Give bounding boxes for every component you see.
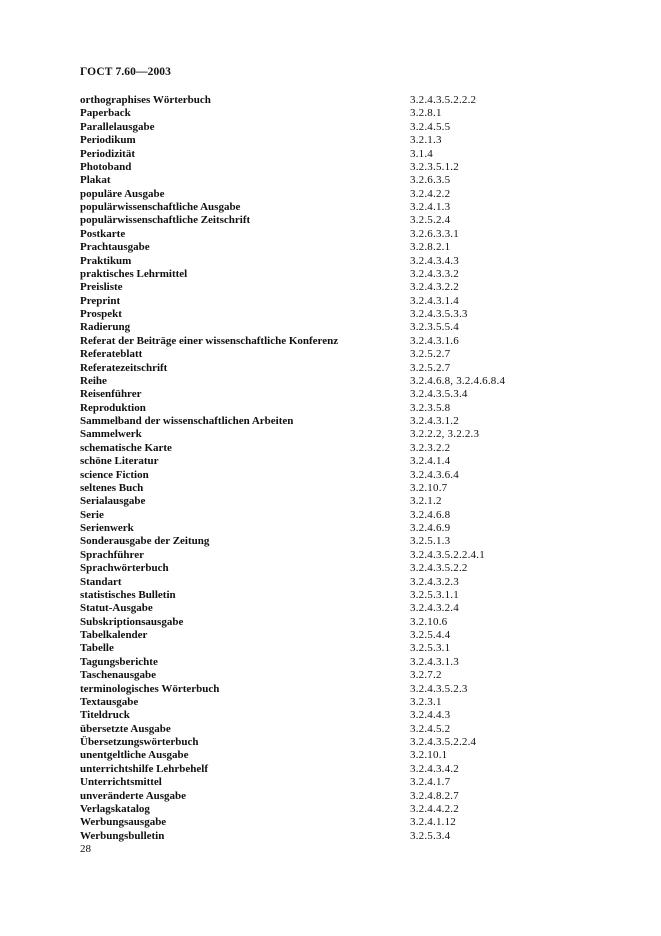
index-term: Textausgabe [80, 695, 139, 708]
index-term: übersetzte Ausgabe [80, 722, 171, 735]
index-term: Tagungsberichte [80, 655, 158, 668]
index-term: Übersetzungswörterbuch [80, 736, 199, 748]
index-term: Radierung [80, 321, 131, 334]
index-entry [80, 549, 590, 562]
index-entry [80, 709, 590, 722]
index-term: Preisliste [80, 281, 123, 294]
index-code: 3.2.3.5.8 [410, 401, 451, 414]
index-code: 3.2.2.2, 3.2.2.3 [410, 428, 480, 441]
index-code: 3.2.8.1 [410, 107, 442, 120]
index-entry [80, 107, 590, 120]
index-entry [80, 683, 590, 696]
index-code: 3.2.4.3.5.2.2.2 [410, 94, 477, 106]
index-term: Sammelwerk [80, 428, 142, 441]
index-term: Sammelband der wissenschaftlichen Arbeiten [80, 415, 294, 427]
index-entry [80, 669, 590, 682]
index-entry [80, 723, 590, 736]
index-entry [80, 188, 590, 201]
index-term: Reproduktion [80, 401, 146, 414]
index-term: Sonderausgabe der Zeitung [80, 535, 210, 548]
index-code: 3.2.6.3.5 [410, 174, 451, 187]
index-entry [80, 121, 590, 134]
index-term: Prospekt [80, 308, 122, 320]
index-code: 3.2.4.3.1.6 [410, 334, 459, 347]
index-entry [80, 281, 590, 294]
index-entry [80, 495, 590, 508]
index-entry [80, 348, 590, 361]
index-entry [80, 602, 590, 615]
index-code: 3.2.4.4.3 [410, 709, 451, 722]
index-code: 3.2.4.3.1.4 [410, 294, 459, 307]
index-term: seltenes Buch [80, 481, 144, 494]
index-entry [80, 509, 590, 522]
index-code: 3.2.4.3.3.2 [410, 267, 459, 280]
page-number: 28 [80, 843, 91, 855]
index-entry [80, 255, 590, 268]
index-term: Periodikum [80, 134, 136, 147]
index-term: schematische Karte [80, 441, 172, 454]
index-entry [80, 148, 590, 161]
index-code: 3.1.4 [410, 147, 433, 160]
index-code: 3.2.5.1.3 [410, 535, 451, 548]
index-entry [80, 321, 590, 334]
index-entry [80, 736, 590, 749]
index-entry [80, 362, 590, 375]
index-term: populärwissenschaftliche Zeitschrift [80, 214, 251, 227]
index-code: 3.2.4.6.9 [410, 522, 451, 534]
index-entry [80, 522, 590, 535]
index-entry [80, 161, 590, 174]
index-term: Tabelle [80, 642, 114, 655]
index-term: Serienwerk [80, 522, 134, 534]
index-entry [80, 201, 590, 214]
index-code: 3.2.5.2.4 [410, 214, 451, 227]
index-entry [80, 576, 590, 589]
index-code: 3.2.4.3.2.3 [410, 575, 459, 588]
index-entry [80, 696, 590, 709]
index-entry [80, 268, 590, 281]
index-code: 3.2.4.6.8 [410, 508, 451, 521]
index-term: Reihe [80, 374, 107, 387]
index-code: 3.2.4.5.5 [410, 120, 451, 133]
index-entry [80, 402, 590, 415]
index-code: 3.2.4.3.4.2 [410, 762, 459, 775]
index-entry [80, 174, 590, 187]
index-code: 3.2.3.1 [410, 695, 442, 708]
index-entry [80, 482, 590, 495]
index-term: Taschenausgabe [80, 669, 157, 682]
index-term: Sprachführer [80, 548, 144, 561]
index-code: 3.2.1.2 [410, 495, 442, 508]
index-code: 3.2.4.3.1.2 [410, 415, 459, 427]
index-entry [80, 803, 590, 816]
index-code: 3.2.6.3.3.1 [410, 227, 459, 240]
index-term: Referateblatt [80, 348, 143, 361]
index-code: 3.2.4.8.2.7 [410, 789, 459, 802]
index-entry [80, 455, 590, 468]
index-code: 3.2.4.1.12 [410, 816, 456, 829]
index-entry [80, 428, 590, 441]
term-index-list [80, 94, 590, 843]
index-term: orthographises Wörterbuch [80, 94, 211, 106]
index-code: 3.2.10.7 [410, 481, 448, 494]
index-entry [80, 616, 590, 629]
index-term: statistisches Bulletin [80, 588, 176, 601]
index-code: 3.2.4.1.4 [410, 455, 451, 468]
index-entry [80, 295, 590, 308]
index-code: 3.2.4.3.5.2.2.4 [410, 736, 477, 748]
index-code: 3.2.10.1 [410, 749, 448, 762]
index-term: Verlagskatalog [80, 802, 150, 815]
index-entry [80, 214, 590, 227]
index-entry [80, 589, 590, 602]
index-code: 3.2.5.3.4 [410, 829, 451, 842]
index-entry [80, 629, 590, 642]
index-entry [80, 749, 590, 762]
index-code: 3.2.4.3.2.4 [410, 602, 459, 615]
index-entry [80, 656, 590, 669]
index-code: 3.2.3.5.1.2 [410, 160, 459, 173]
index-code: 3.2.4.2.2 [410, 187, 451, 200]
index-code: 3.2.5.4.4 [410, 629, 451, 641]
index-code: 3.2.4.3.5.3.4 [410, 388, 468, 401]
index-term: terminologisches Wörterbuch [80, 682, 220, 695]
index-code: 3.2.5.2.7 [410, 348, 451, 361]
index-term: Prachtausgabe [80, 241, 150, 254]
document-header: ГОСТ 7.60—2003 [80, 66, 171, 78]
index-term: Preprint [80, 294, 121, 307]
index-code: 3.2.5.3.1 [410, 642, 451, 655]
index-code: 3.2.4.4.2.2 [410, 802, 459, 815]
index-entry [80, 308, 590, 321]
index-term: Unterrichtsmittel [80, 776, 162, 789]
index-term: Postkarte [80, 227, 126, 240]
index-code: 3.2.4.3.5.3.3 [410, 308, 468, 320]
index-entry [80, 415, 590, 428]
index-code: 3.2.4.3.5.2.3 [410, 682, 468, 695]
index-code: 3.2.5.3.1.1 [410, 588, 459, 601]
index-entry [80, 134, 590, 147]
index-term: Paperback [80, 107, 131, 120]
index-term: Periodizität [80, 147, 135, 160]
index-code: 3.2.4.3.1.3 [410, 655, 459, 668]
index-term: Referat der Beiträge einer wissenschaftliche Konferenz [80, 334, 339, 347]
index-term: Serialausgabe [80, 495, 146, 508]
index-entry [80, 562, 590, 575]
index-term: Werbungsausgabe [80, 816, 167, 829]
index-entry [80, 830, 590, 843]
index-entry [80, 442, 590, 455]
index-entry [80, 241, 590, 254]
index-entry [80, 388, 590, 401]
index-entry [80, 790, 590, 803]
index-term: Reisenführer [80, 388, 142, 401]
index-entry [80, 335, 590, 348]
index-term: unentgeltliche Ausgabe [80, 749, 189, 762]
index-code: 3.2.3.2.2 [410, 441, 451, 454]
index-code: 3.2.4.5.2 [410, 722, 451, 735]
index-entry [80, 228, 590, 241]
index-term: Photoband [80, 160, 132, 173]
index-term: Werbungsbulletin [80, 829, 165, 842]
index-term: Subskriptionsausgabe [80, 615, 184, 628]
index-entry [80, 375, 590, 388]
index-code: 3.2.10.6 [410, 615, 448, 628]
index-term: unterrichtshilfe Lehrbehelf [80, 762, 209, 775]
index-code: 3.2.4.3.2.2 [410, 281, 459, 294]
index-code: 3.2.8.2.1 [410, 241, 451, 254]
index-term: schöne Literatur [80, 455, 159, 468]
index-term: unveränderte Ausgabe [80, 789, 187, 802]
index-entry [80, 642, 590, 655]
index-code: 3.2.4.1.3 [410, 201, 451, 213]
index-term: Standart [80, 575, 122, 588]
index-term: praktisches Lehrmittel [80, 267, 188, 280]
index-code: 3.2.4.1.7 [410, 776, 451, 789]
index-code: 3.2.4.3.5.2.2.4.1 [410, 548, 485, 561]
index-term: Praktikum [80, 254, 132, 267]
index-term: Sprachwörterbuch [80, 562, 169, 575]
index-entry [80, 469, 590, 482]
index-code: 3.2.4.3.4.3 [410, 254, 459, 267]
index-code: 3.2.7.2 [410, 669, 442, 682]
index-term: Statut-Ausgabe [80, 602, 153, 615]
index-code: 3.2.4.6.8, 3.2.4.6.8.4 [410, 374, 506, 387]
index-code: 3.2.1.3 [410, 134, 442, 147]
index-entry [80, 535, 590, 548]
index-code: 3.2.5.2.7 [410, 361, 451, 374]
index-entry [80, 763, 590, 776]
index-entry [80, 776, 590, 789]
index-term: Titeldruck [80, 709, 130, 722]
index-term: Parallelausgabe [80, 120, 155, 133]
index-term: populärwissenschaftliche Ausgabe [80, 201, 241, 213]
index-term: Plakat [80, 174, 111, 187]
index-entry [80, 94, 590, 107]
index-term: science Fiction [80, 468, 149, 481]
index-code: 3.2.4.3.5.2.2 [410, 562, 468, 575]
index-code: 3.2.4.3.6.4 [410, 468, 459, 481]
index-term: populäre Ausgabe [80, 187, 165, 200]
index-term: Referatezeitschrift [80, 361, 168, 374]
index-term: Tabelkalender [80, 629, 148, 641]
index-entry [80, 816, 590, 829]
index-code: 3.2.3.5.5.4 [410, 321, 459, 334]
index-term: Serie [80, 508, 104, 521]
